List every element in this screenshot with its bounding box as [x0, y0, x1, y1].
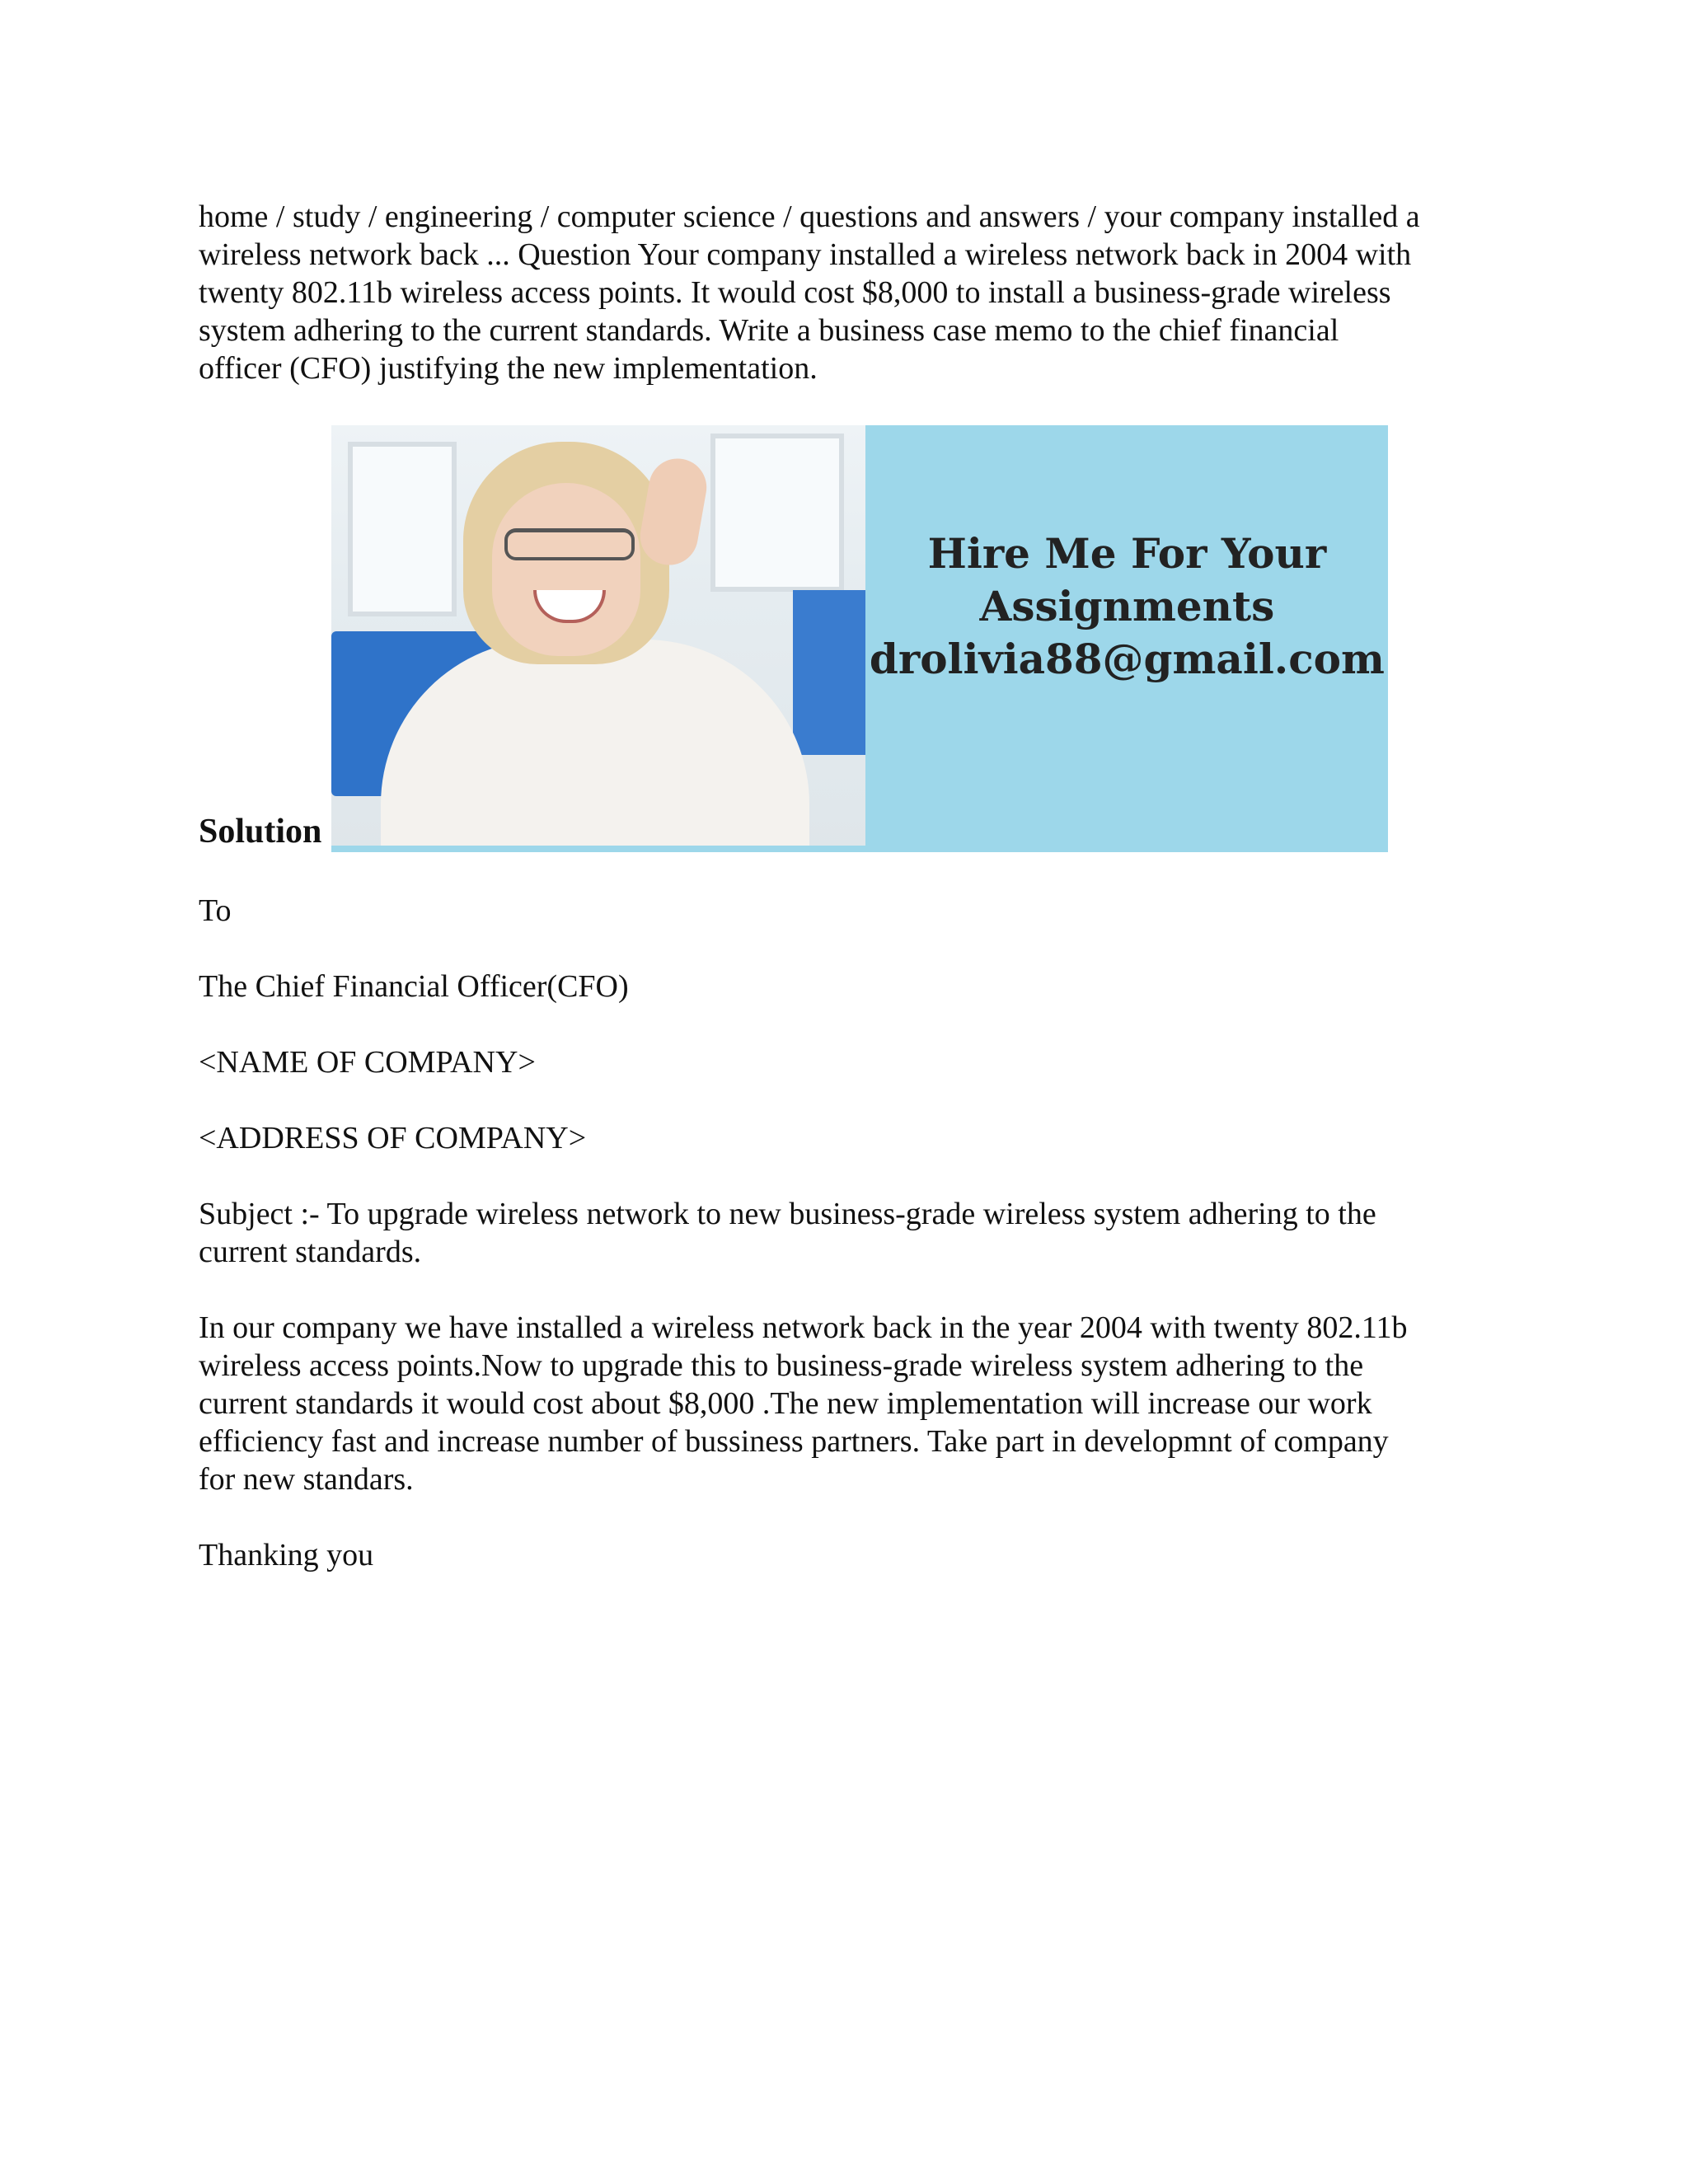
memo-company-name: <NAME OF COMPANY> [199, 1045, 536, 1080]
memo-subject: Subject :- To upgrade wireless network to new business-grade wireless system adhering to the current standards. [199, 1197, 1376, 1269]
solution-heading: Solution [199, 813, 322, 851]
memo-body: In our company we have installed a wireless network back in the year 2004 with twenty 802.11b wireless access points.Now to upgrade this to business-grade wireless system adhering to the current standards it would cost about $8,000 .The new implementation will increase our work efficiency fast and increase number of bussiness partners. Take part in developmnt of company for new standars. [199, 1310, 1408, 1497]
background-window [710, 434, 844, 592]
document-page [199, 198, 1493, 1574]
memo-company-address: <ADDRESS OF COMPANY> [199, 1121, 587, 1155]
glasses-icon [504, 528, 635, 560]
blue-chair [793, 590, 865, 755]
ad-banner-image [331, 425, 1388, 852]
ad-line-hire: Hire Me For Your [927, 529, 1327, 578]
memo-closing: Thanking you [199, 1538, 374, 1572]
face [492, 483, 640, 656]
hand [636, 454, 712, 569]
solution-row [199, 425, 1493, 852]
banner-strip [331, 846, 865, 852]
ad-email: drolivia88@gmail.com [869, 635, 1385, 683]
memo-recipient: The Chief Financial Officer(CFO) [199, 969, 629, 1004]
woman-photo [331, 425, 865, 852]
ad-text-panel [865, 425, 1388, 852]
question-text: home / study / engineering / computer science / questions and answers / your company installed a wireless network back ... Question Your company installed a wireless network back in 2004 with twenty 802.11b wireless access points. It would cost $8,000 to install a business-grade wireless system adhering to the current standards. Write a business case memo to the chief financial officer (CFO) justifying the new implementation. [199, 199, 1420, 386]
background-window [348, 442, 457, 616]
memo-to: To [199, 893, 232, 928]
ad-line-assignments: Assignments [979, 582, 1275, 630]
